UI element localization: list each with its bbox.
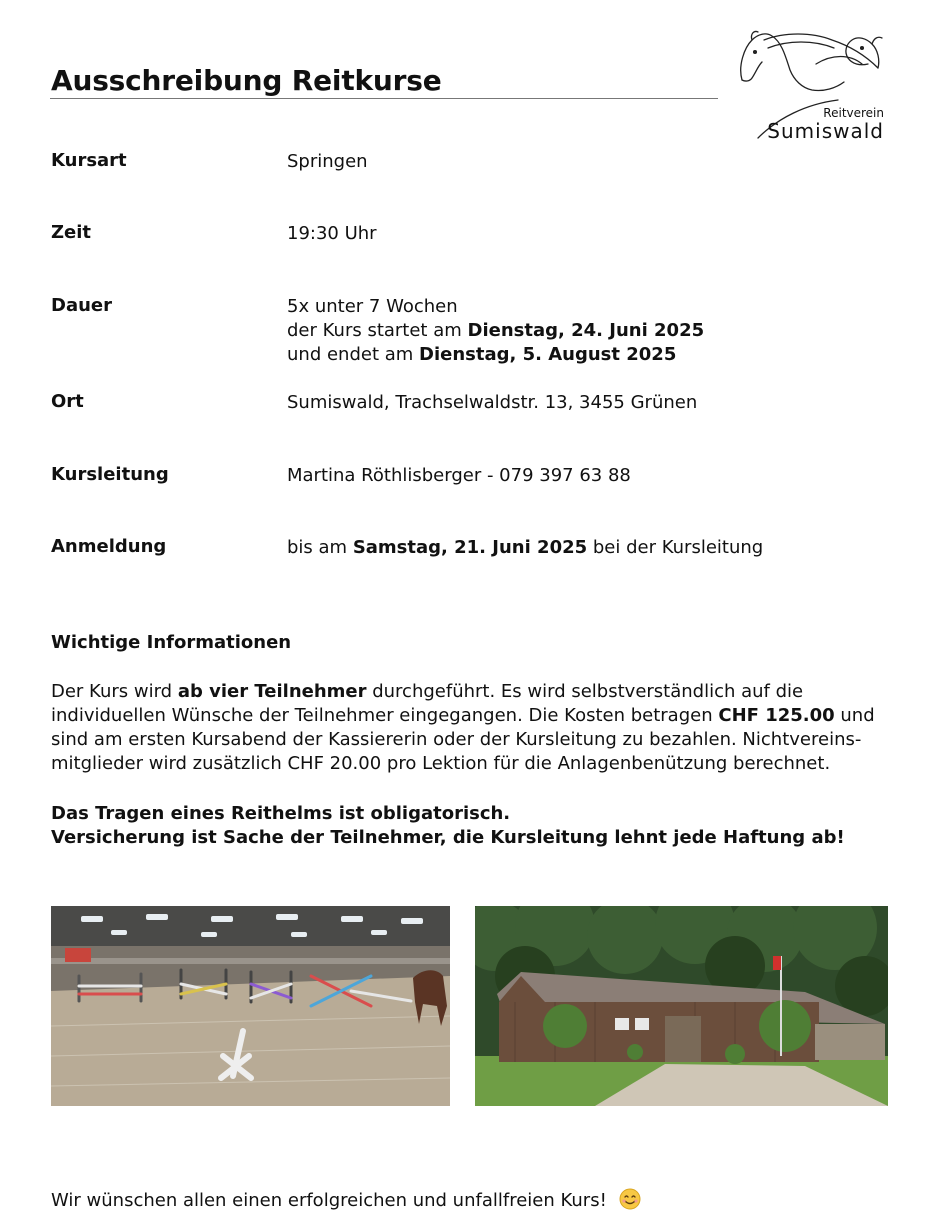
- stable-building-photo: [475, 906, 888, 1106]
- insurance-note: Versicherung ist Sache der Teilnehmer, die Kursleitung lehnt jede Haftung ab!: [51, 827, 845, 848]
- anmeldung-date: Samstag, 21. Juni 2025: [352, 537, 588, 558]
- dauer-start-date: Dienstag, 24. Juni 2025: [467, 320, 705, 341]
- helmet-note: Das Tragen eines Reithelms ist obligatorisch.: [51, 803, 511, 824]
- dauer-start-prefix: der Kurs startet am: [287, 320, 468, 341]
- dauer-end-date: Dienstag, 5. August 2025: [419, 344, 677, 365]
- info-min-participants: ab vier Teilnehmer: [177, 681, 367, 702]
- anmeldung-suffix: bei der Kursleitung: [587, 537, 764, 558]
- value-kursleitung: Martina Röthlisberger - 079 397 63 88: [287, 465, 631, 486]
- closing-wish: [51, 1188, 641, 1211]
- logo-club-name: Reitverein: [823, 106, 884, 120]
- info-paragraph: [51, 680, 875, 776]
- info-notes: [51, 802, 845, 850]
- info-line-3: sind am ersten Kursabend der Kassiererin oder der Kursleitung zu bezahlen. Nichtvereins-: [51, 729, 862, 750]
- label-zeit: Zeit: [51, 222, 92, 243]
- label-kursart: Kursart: [51, 150, 127, 171]
- info-text: und: [834, 705, 875, 726]
- info-line-4: mitglieder wird zusätzlich CHF 20.00 pro Lektion für die Anlagenbenützung berechnet.: [51, 753, 831, 774]
- club-logo: [728, 18, 888, 144]
- anmeldung-prefix: bis am: [287, 537, 353, 558]
- info-text: individuellen Wünsche der Teilnehmer eingegangen. Die Kosten betragen: [51, 705, 719, 726]
- dauer-end-prefix: und endet am: [287, 344, 420, 365]
- label-dauer: Dauer: [51, 295, 112, 316]
- closing-text: Wir wünschen allen einen erfolgreichen und unfallfreien Kurs!: [51, 1190, 607, 1211]
- label-ort: Ort: [51, 391, 84, 412]
- info-price: CHF 125.00: [718, 705, 835, 726]
- value-anmeldung: [287, 536, 763, 560]
- value-dauer: [287, 295, 704, 367]
- info-heading: Wichtige Informationen: [51, 632, 292, 653]
- info-text: durchgeführt. Es wird selbstverständlich auf die: [366, 681, 804, 702]
- label-anmeldung: Anmeldung: [51, 536, 167, 557]
- logo-town-name: Sumiswald: [767, 119, 884, 143]
- indoor-arena-photo: [51, 906, 450, 1106]
- value-zeit: 19:30 Uhr: [287, 223, 377, 244]
- label-kursleitung: Kursleitung: [51, 464, 169, 485]
- dauer-line-2: [287, 319, 704, 343]
- value-kursart: Springen: [287, 151, 368, 172]
- smiley-icon: [619, 1188, 641, 1210]
- info-line-1: [51, 680, 851, 704]
- dauer-line-3: [287, 343, 704, 367]
- dauer-line-1: 5x unter 7 Wochen: [287, 296, 458, 317]
- title-divider: [50, 98, 718, 99]
- value-ort: Sumiswald, Trachselwaldstr. 13, 3455 Grünen: [287, 392, 698, 413]
- info-line-2: [51, 704, 875, 728]
- page-title: Ausschreibung Reitkurse: [51, 64, 442, 97]
- info-text: Der Kurs wird: [51, 681, 178, 702]
